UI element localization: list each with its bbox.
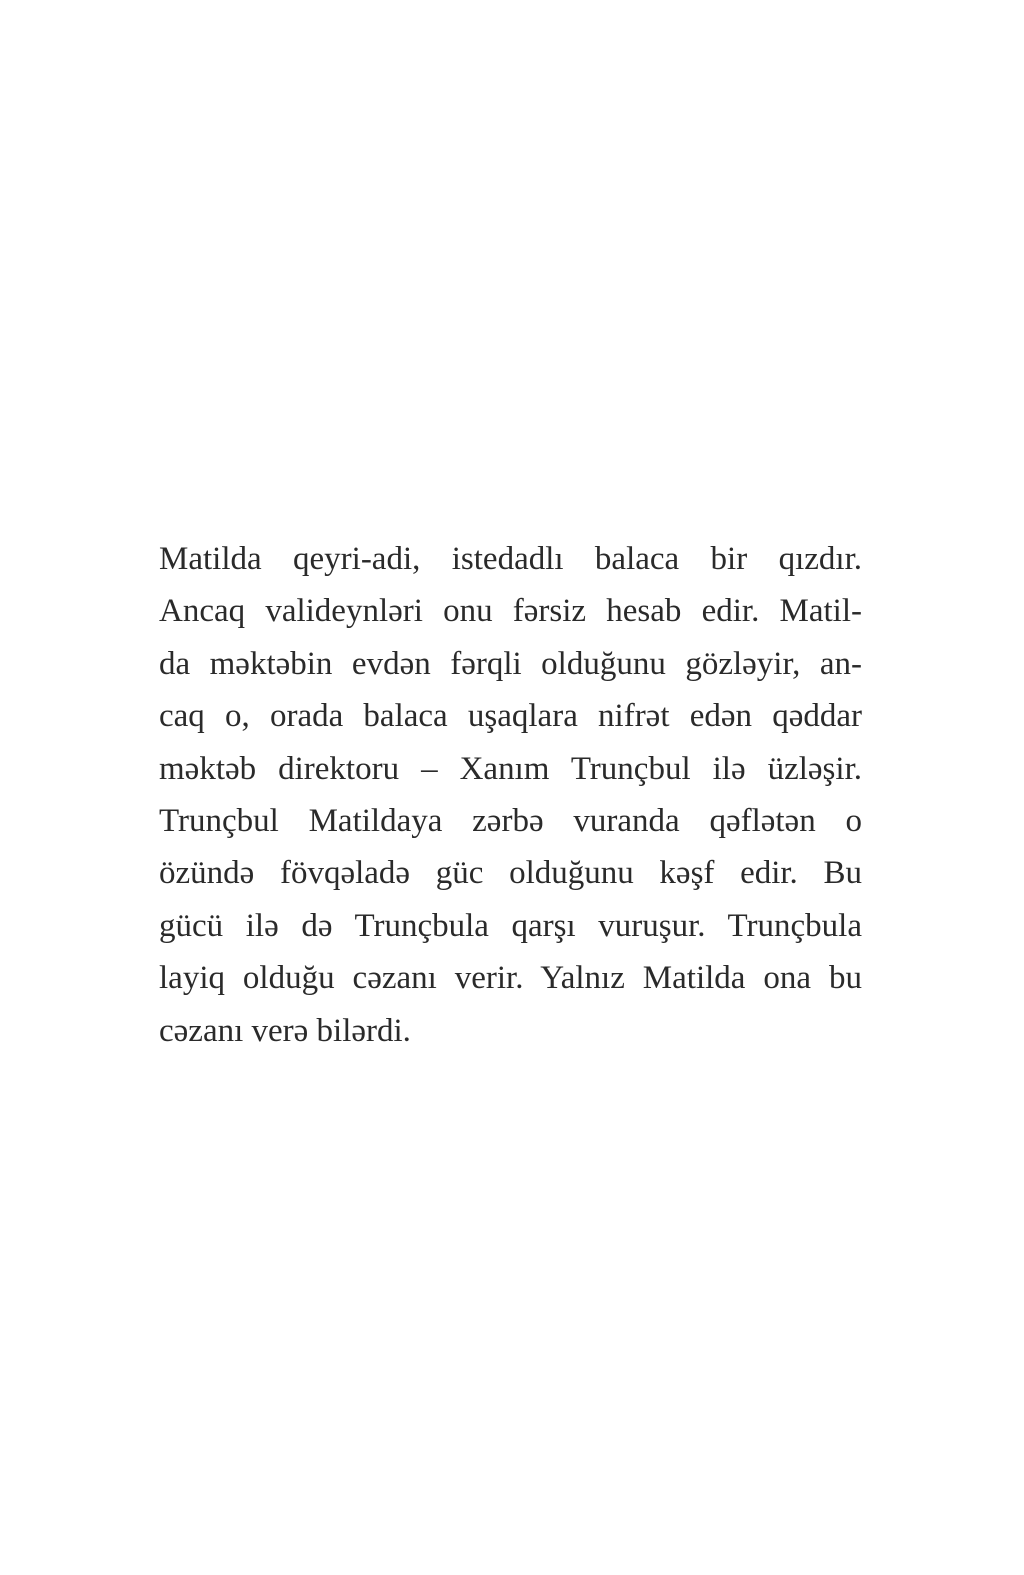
blurb-line: gücü ilə də Trunçbula qarşı vuruşur. Trunçbula <box>159 907 862 944</box>
blurb-line: Matilda qeyri-adi, istedadlı balaca bir qızdır. <box>159 541 862 577</box>
blurb-line: özündə fövqəladə güc olduğunu kəşf edir. Bu <box>159 855 862 892</box>
blurb-line: məktəb direktoru – Xanım Trunçbul ilə üzləşir. <box>159 750 862 787</box>
blurb-line: layiq olduğu cəzanı verir. Yalnız Matilda ona bu <box>159 960 862 997</box>
blurb-line: Trunçbul Matildaya zərbə vuranda qəflətən o <box>159 802 862 839</box>
blurb-line: caq o, orada balaca uşaqlara nifrət edən qəddar <box>159 698 862 735</box>
blurb-line: cəzanı verə bilərdi. <box>159 1012 411 1049</box>
book-blurb <box>159 533 862 1057</box>
blurb-line: Ancaq valideynləri onu fərsiz hesab edir. Matil- <box>159 593 862 630</box>
blurb-line: da məktəbin evdən fərqli olduğunu gözləyir, an- <box>159 645 862 682</box>
